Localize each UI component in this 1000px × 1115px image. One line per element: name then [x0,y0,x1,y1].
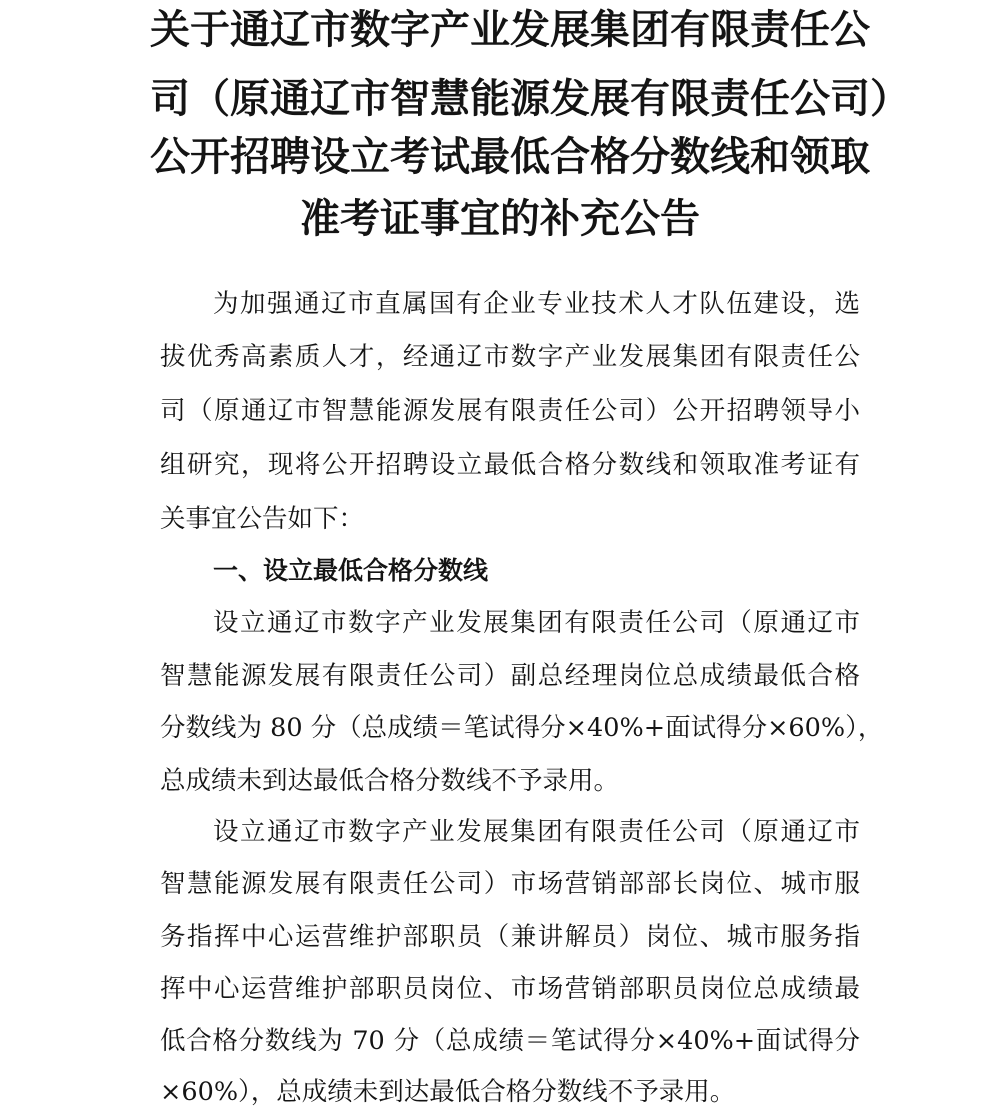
title-line-4: 准考证事宜的补充公告 [300,196,700,242]
title-line-2: 司（原通辽市智慧能源发展有限责任公司） [150,76,910,122]
intro-line-4: 组研究，现将公开招聘设立最低合格分数线和领取准考证有 [160,450,860,480]
para1-line-4: 总成绩未到达最低合格分数线不予录用。 [160,766,620,796]
title-line-3: 公开招聘设立考试最低合格分数线和领取 [150,134,870,180]
para2-line-1: 设立通辽市数字产业发展集团有限责任公司（原通辽市 [213,817,860,847]
section-heading: 一、设立最低合格分数线 [213,556,489,585]
para2-line-3: 务指挥中心运营维护部职员（兼讲解员）岗位、城市服务指 [160,922,860,952]
para1-line-1: 设立通辽市数字产业发展集团有限责任公司（原通辽市 [213,608,860,638]
title-line-1: 关于通辽市数字产业发展集团有限责任公 [150,7,870,53]
para1-line-2: 智慧能源发展有限责任公司）副总经理岗位总成绩最低合格 [160,661,860,691]
para2-line-5: 低合格分数线为 70 分（总成绩＝笔试得分×40%+面试得分 [160,1026,860,1056]
intro-line-3: 司（原通辽市智慧能源发展有限责任公司）公开招聘领导小 [160,396,860,426]
para1-line-3: 分数线为 80 分（总成绩＝笔试得分×40%+面试得分×60%）， [160,713,884,743]
intro-line-1: 为加强通辽市直属国有企业专业技术人才队伍建设，选 [213,289,860,319]
intro-line-2: 拔优秀高素质人才，经通辽市数字产业发展集团有限责任公 [160,342,860,372]
para2-line-6: ×60%），总成绩未到达最低合格分数线不予录用。 [160,1077,736,1107]
para2-line-2: 智慧能源发展有限责任公司）市场营销部部长岗位、城市服 [160,869,860,899]
para2-line-4: 挥中心运营维护部职员岗位、市场营销部职员岗位总成绩最 [160,974,860,1004]
intro-line-5: 关事宜公告如下： [160,504,365,534]
